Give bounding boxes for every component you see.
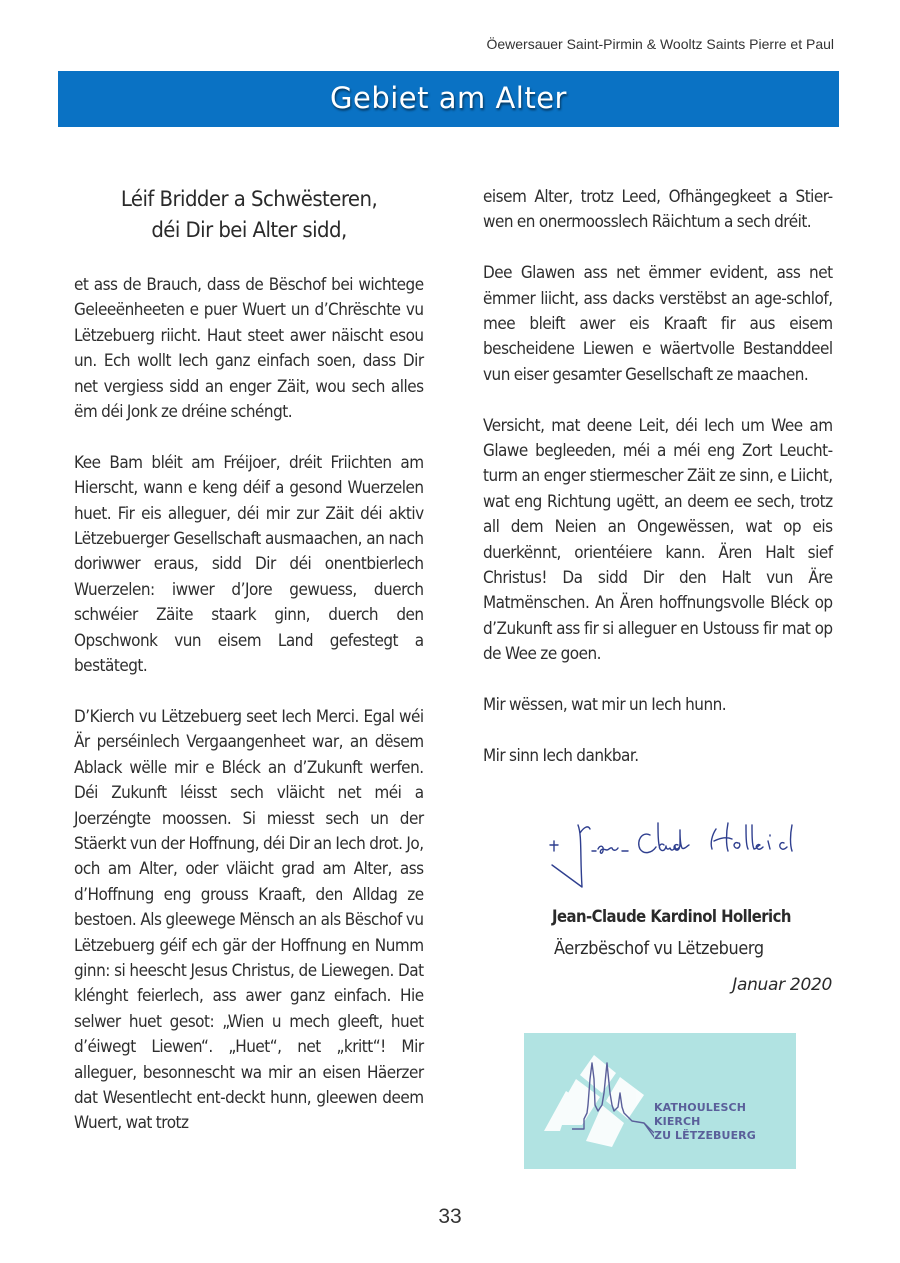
paragraph: D’Kierch vu Lëtzebuerg seet Iech Merci. Egal wéi Är perséinlech Vergaangenheet war, an dësem Ablack wëlle mir e Bléck an d’Zukunft werfen. Déi Zukunft léisst sech vläicht net méi a Joerzéngte moossen. Si miesst sech un der Stäerkt vun der Hoffnung, déi Dir an Iech drot. Jo, och am Alter, oder vläicht grad am Alter, ass d’Hoffnung eng grouss Kraaft, den Alldag ze bestoen. Als gleewege Mënsch an als Bëschof vu Lëtzebuerg géif ech gär der Hoffnung en Numm ginn: si heescht Jesus Christus, de Liewegen. Dat klénght feierlech, ass awer ganz einfach. Hie selwer huet gesot: „Wien u mech gleeft, huet d’éiwegt Liewen“. „Huet“, net „kritt“! Mir alleguer, besonnescht wa mir an eisen Häerzer dat Wesentlecht ent-deckt hunn, gleewen deem Wuert, wat trotz [74,706,424,1133]
section-banner [58,71,839,127]
right-column [483,184,833,768]
paragraph: et ass de Brauch, dass de Bëschof bei wichtege Geleeënheeten e puer Wuert un d’Chrëschte vu Lëtzebuerg riicht. Haut steet awer näischt esou un. Ech wollt Iech ganz einfach soen, dass Dir net vergiess sidd an enger Zäit, wou sech alles ëm déi Jonk ze dréine schéngt. [74,275,424,422]
signatory-role: Äerzbëschof vu Lëtzebuerg [554,939,764,959]
left-column [74,272,424,1136]
salutation-line-2: déi Dir bei Alter sidd, [151,218,347,242]
running-head: Öewersauer Saint-Pirmin & Wooltz Saints Pierre et Paul [486,36,834,52]
paragraph: Mir wëssen, wat mir un Iech hunn. [483,695,727,715]
handwritten-signature-icon [538,815,828,895]
church-logo [524,1033,796,1169]
paragraph: Kee Bam bléit am Fréijoer, dréit Friichten am Hierscht, wann e keng déif a gesond Wuerzelen huet. Fir eis alleguer, déi mir zur Zäit déi aktiv Lëtzebuerger Gesellschaft ausmaachen, an nach doriwwer eraus, sidd Dir déi onentbierlech Wuerzelen: iwwer d’Jore gewuess, duerch schwéier Zäite staark ginn, duerch den Opschwonk vun eisem Land gefestegt a bestätegt. [74,452,424,676]
section-title: Gebiet am Alter [330,81,567,115]
logo-line-1: KATHOULESCH KIERCH [654,1101,747,1128]
paragraph: Mir sinn Iech dankbar. [483,745,639,765]
cathedral-logo-icon [524,1033,654,1169]
salutation-line-1: Léif Bridder a Schwësteren, [120,187,378,211]
page-number: 33 [438,1205,462,1228]
logo-line-2: ZU LËTZEBUERG [654,1129,756,1142]
signature-block [530,815,840,995]
letter-date: Januar 2020 [732,975,832,995]
salutation [85,184,414,246]
signatory-name: Jean-Claude Kardinol Hollerich [552,907,791,926]
paragraph: Versicht, mat deene Leit, déi Iech um Wee am Glawe begleeden, méi a méi eng Zort Leucht-turm an enger stiermescher Zäit ze sinn, e Liicht, wat eng Richtung ugëtt, an deem ee sech, trotz all dem Neien an Ongewëssen, wat op eis duerkënnt, orientéiere kann. Ären Halt sief Christus! Da sidd Dir den Halt vun Äre Matmënschen. An Ären hoffnungsvolle Bléck op d’Zukunft ass fir si alleguer en Ustouss fir mat op de Wee ze goen. [483,415,833,664]
logo-wordmark [654,1101,796,1143]
paragraph: Dee Glawen ass net ëmmer evident, ass net ëmmer liicht, ass dacks verstëbst an age-schlof, mee bleift awer eis Kraaft fir aus eisem bescheidene Liewen e wäertvolle Bestanddeel vun eiser gesamter Gesellschaft ze maachen. [483,263,833,384]
paragraph: eisem Alter, trotz Leed, Ofhängegkeet a Stier-wen en onermoosslech Räichtum a sech dréit. [483,187,833,232]
